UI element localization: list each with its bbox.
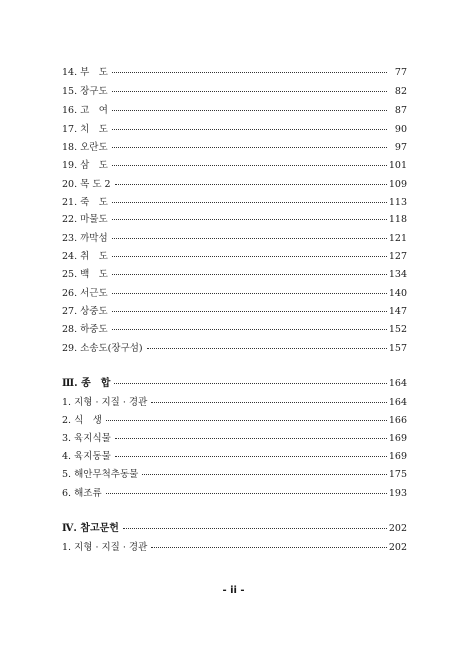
toc-entry-label: 16. 고 여 xyxy=(62,105,108,116)
toc-section-3-item-4[interactable] xyxy=(62,451,407,463)
toc-entry-15[interactable] xyxy=(62,86,407,98)
toc-entry-label: 21. 죽 도 xyxy=(62,197,108,208)
toc-entry-page: 90 xyxy=(394,124,407,135)
toc-entry-page: 118 xyxy=(388,214,407,225)
toc-entry-26[interactable] xyxy=(62,288,407,300)
toc-entry-page: 169 xyxy=(388,433,407,444)
leader-dots xyxy=(112,292,387,294)
section-page: 164 xyxy=(388,378,407,389)
toc-entry-label: 17. 치 도 xyxy=(62,124,108,135)
leader-dots xyxy=(112,218,387,220)
toc-entry-page: 140 xyxy=(388,288,407,299)
toc-entry-22[interactable] xyxy=(62,214,407,226)
toc-entry-label: 27. 상중도 xyxy=(62,306,108,317)
toc-entry-page: 175 xyxy=(388,469,407,480)
leader-dots xyxy=(115,437,387,439)
toc-entry-page: 127 xyxy=(388,251,407,262)
toc-entry-page: 169 xyxy=(388,451,407,462)
toc-entry-page: 164 xyxy=(388,397,407,408)
leader-dots xyxy=(106,419,387,421)
toc-entry-page: 193 xyxy=(388,488,407,499)
toc-entry-label: 2. 식 생 xyxy=(62,415,102,426)
toc-entry-page: 109 xyxy=(388,179,407,190)
toc-entry-17[interactable] xyxy=(62,124,407,136)
toc-section-3-item-6[interactable] xyxy=(62,488,407,500)
leader-dots xyxy=(112,128,387,130)
leader-dots xyxy=(151,401,387,403)
leader-dots xyxy=(112,310,387,312)
leader-dots xyxy=(112,201,387,203)
toc-entry-label: 19. 삼 도 xyxy=(62,160,108,171)
toc-entry-label: 23. 까막섬 xyxy=(62,233,108,244)
leader-dots xyxy=(112,328,387,330)
toc-entry-label: 22. 마물도 xyxy=(62,214,108,225)
section-page: 202 xyxy=(388,523,407,534)
toc-entry-label: 24. 취 도 xyxy=(62,251,108,262)
toc-entry-page: 97 xyxy=(394,142,407,153)
toc-section-3[interactable] xyxy=(62,378,407,390)
toc-section-3-item-2[interactable] xyxy=(62,415,407,427)
leader-dots xyxy=(112,90,387,92)
toc-entry-24[interactable] xyxy=(62,251,407,263)
toc-entry-19[interactable] xyxy=(62,160,407,172)
toc-entry-25[interactable] xyxy=(62,269,407,281)
section-heading: Ⅳ. 참고문헌 xyxy=(62,523,119,534)
leader-dots xyxy=(112,109,387,111)
leader-dots xyxy=(114,382,386,384)
toc-entry-page: 157 xyxy=(388,343,407,354)
leader-dots xyxy=(106,492,387,494)
toc-entry-label: 4. 육지동물 xyxy=(62,451,111,462)
toc-entry-23[interactable] xyxy=(62,233,407,245)
toc-entry-page: 147 xyxy=(388,306,407,317)
toc-entry-label: 18. 오란도 xyxy=(62,142,108,153)
toc-entry-21[interactable] xyxy=(62,197,407,209)
toc-entry-14[interactable] xyxy=(62,67,407,79)
toc-entry-page: 121 xyxy=(388,233,407,244)
toc-entry-29[interactable] xyxy=(62,343,407,355)
toc-section-3-item-5[interactable] xyxy=(62,469,407,481)
leader-dots xyxy=(112,146,387,148)
toc-entry-label: 20. 목 도 2 xyxy=(62,179,111,190)
leader-dots xyxy=(112,71,387,73)
leader-dots xyxy=(115,455,387,457)
toc-entry-label: 25. 백 도 xyxy=(62,269,108,280)
leader-dots xyxy=(112,255,387,257)
toc-entry-page: 134 xyxy=(388,269,407,280)
leader-dots xyxy=(112,164,387,166)
toc-entry-label: 1. 지형 · 지질 · 경관 xyxy=(62,542,148,553)
toc-entry-27[interactable] xyxy=(62,306,407,318)
section-heading: Ⅲ. 종 합 xyxy=(62,378,111,389)
leader-dots xyxy=(112,273,387,275)
toc-entry-label: 29. 소송도(장구섬) xyxy=(62,343,143,354)
toc-entry-label: 14. 부 도 xyxy=(62,67,108,78)
toc-entry-page: 152 xyxy=(388,324,407,335)
toc-entry-label: 6. 해조류 xyxy=(62,488,102,499)
toc-entry-page: 77 xyxy=(394,67,407,78)
toc-entry-page: 202 xyxy=(388,542,407,553)
toc-entry-page: 82 xyxy=(394,86,407,97)
leader-dots xyxy=(123,527,387,529)
leader-dots xyxy=(151,546,387,548)
leader-dots xyxy=(147,347,387,349)
toc-entry-page: 87 xyxy=(394,105,407,116)
toc-entry-label: 28. 하중도 xyxy=(62,324,108,335)
leader-dots xyxy=(142,473,387,475)
toc-section-3-item-1[interactable] xyxy=(62,397,407,409)
toc-entry-label: 15. 장구도 xyxy=(62,86,108,97)
toc-entry-28[interactable] xyxy=(62,324,407,336)
toc-entry-16[interactable] xyxy=(62,105,407,117)
toc-section-4[interactable] xyxy=(62,523,407,535)
toc-entry-18[interactable] xyxy=(62,142,407,154)
leader-dots xyxy=(115,183,387,185)
toc-section-4-item-1[interactable] xyxy=(62,542,407,554)
leader-dots xyxy=(112,237,387,239)
toc-entry-label: 1. 지형 · 지질 · 경관 xyxy=(62,397,148,408)
toc-entry-page: 101 xyxy=(388,160,407,171)
page-number: - ii - xyxy=(222,585,245,596)
toc-entry-label: 26. 서근도 xyxy=(62,288,108,299)
toc-entry-label: 5. 해안무척추동물 xyxy=(62,469,139,480)
toc-entry-page: 113 xyxy=(388,197,407,208)
toc-entry-page: 166 xyxy=(388,415,407,426)
toc-entry-label: 3. 육지식물 xyxy=(62,433,111,444)
toc-entry-20[interactable] xyxy=(62,179,407,191)
toc-section-3-item-3[interactable] xyxy=(62,433,407,445)
